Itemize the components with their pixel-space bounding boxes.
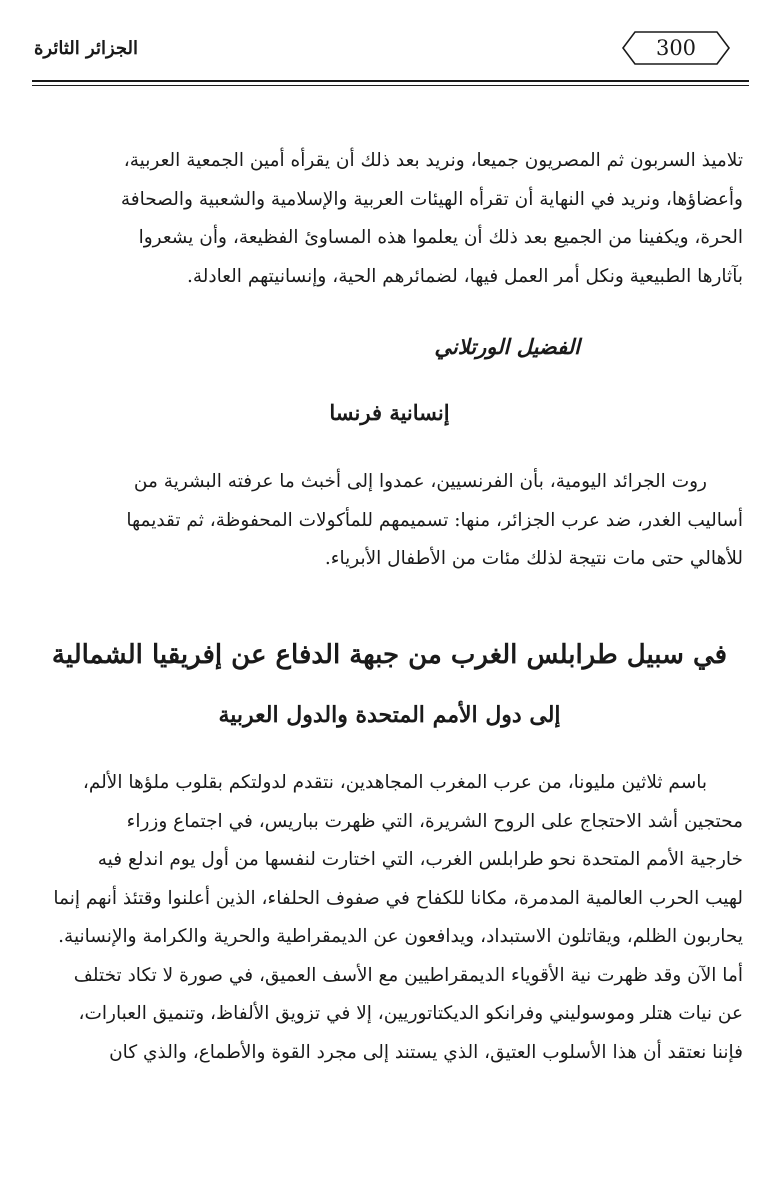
article3-body	[36, 764, 743, 1072]
page-header	[30, 28, 749, 74]
text-line: تلاميذ السربون ثم المصريون جميعا، ونريد بعد ذلك أن يقرأه أمين الجمعية العربية،	[123, 150, 743, 171]
text-line: لهيب الحرب العالمية المدمرة، مكانا للكفاح في صفوف الحلفاء، الذين أعلنوا وقتئذ أنهم إنما	[53, 887, 743, 909]
text-line: فإننا نعتقد أن هذا الأسلوب العتيق، الذي يستند إلى مجرد القوة والأطماع، والذي كان	[109, 1041, 743, 1063]
text-line: يحاربون الظلم، ويقاتلون الاستبداد، ويدافعون عن الديمقراطية والحرية والكرامة والإنسانية.	[58, 926, 743, 947]
text-line: للأهالي حتى مات نتيجة لذلك مئات من الأطفال الأبرياء.	[324, 548, 743, 569]
text-line: روت الجرائد اليومية، بأن الفرنسيين، عمدوا إلى أخبث ما عرفته البشرية من	[133, 471, 707, 492]
text-line: وأعضاؤها، ونريد في النهاية أن تقرأه الهيئات العربية والإسلامية والشعبية والصحافة	[120, 188, 743, 210]
page-number: 300	[655, 36, 697, 60]
text-line: عن نيات هتلر وموسوليني وفرانكو الديكتاتوريين، إلا في تزويق الألفاظ، وتنميق العبارات،	[78, 1003, 743, 1024]
text-line: أما الآن وقد ظهرت نية الأقوياء الديمقراطيين مع الأسف العميق، في صورة لا تكاد تختلف	[73, 964, 743, 986]
header-rule-thick	[32, 80, 749, 82]
text-line: بآثارها الطبيعية ونكل أمر العمل فيها، لضمائرهم الحية، وإنسانيتهم العادلة.	[186, 265, 743, 287]
header-rule-thin	[32, 85, 749, 86]
text-line: خارجية الأمم المتحدة نحو طرابلس الغرب، التي اختارت لنفسها من أول يوم اندلع فيه	[97, 849, 743, 870]
section-title: إنسانية فرنسا	[329, 400, 450, 425]
page-number-badge	[621, 30, 731, 66]
running-title: الجزائر الثائرة	[34, 38, 139, 59]
article1-paragraph	[36, 142, 743, 296]
chapter-subtitle: إلى دول الأمم المتحدة والدول العربية	[218, 702, 561, 728]
text-line: محتجين أشد الاحتجاج على الروح الشريرة، التي ظهرت بباريس، في اجتماع وزراء	[126, 810, 743, 832]
author-signature: الفضيل الورتلاني	[434, 334, 580, 359]
article2-paragraph	[36, 463, 743, 579]
chapter-title: في سبيل طرابلس الغرب من جبهة الدفاع عن إفريقيا الشمالية	[51, 640, 728, 670]
text-line: أساليب الغدر، ضد عرب الجزائر، منها: تسميمهم للمأكولات المحفوظة، ثم تقديمها	[126, 509, 743, 531]
text-line: باسم ثلاثين مليونا، من عرب المغرب المجاهدين، نتقدم لدولتكم بقلوب ملؤها الألم،	[82, 772, 707, 793]
text-line: الحرة، ويكفينا من الجميع بعد ذلك أن يعلموا هذه المساوئ الفظيعة، وأن يشعروا	[138, 227, 743, 248]
